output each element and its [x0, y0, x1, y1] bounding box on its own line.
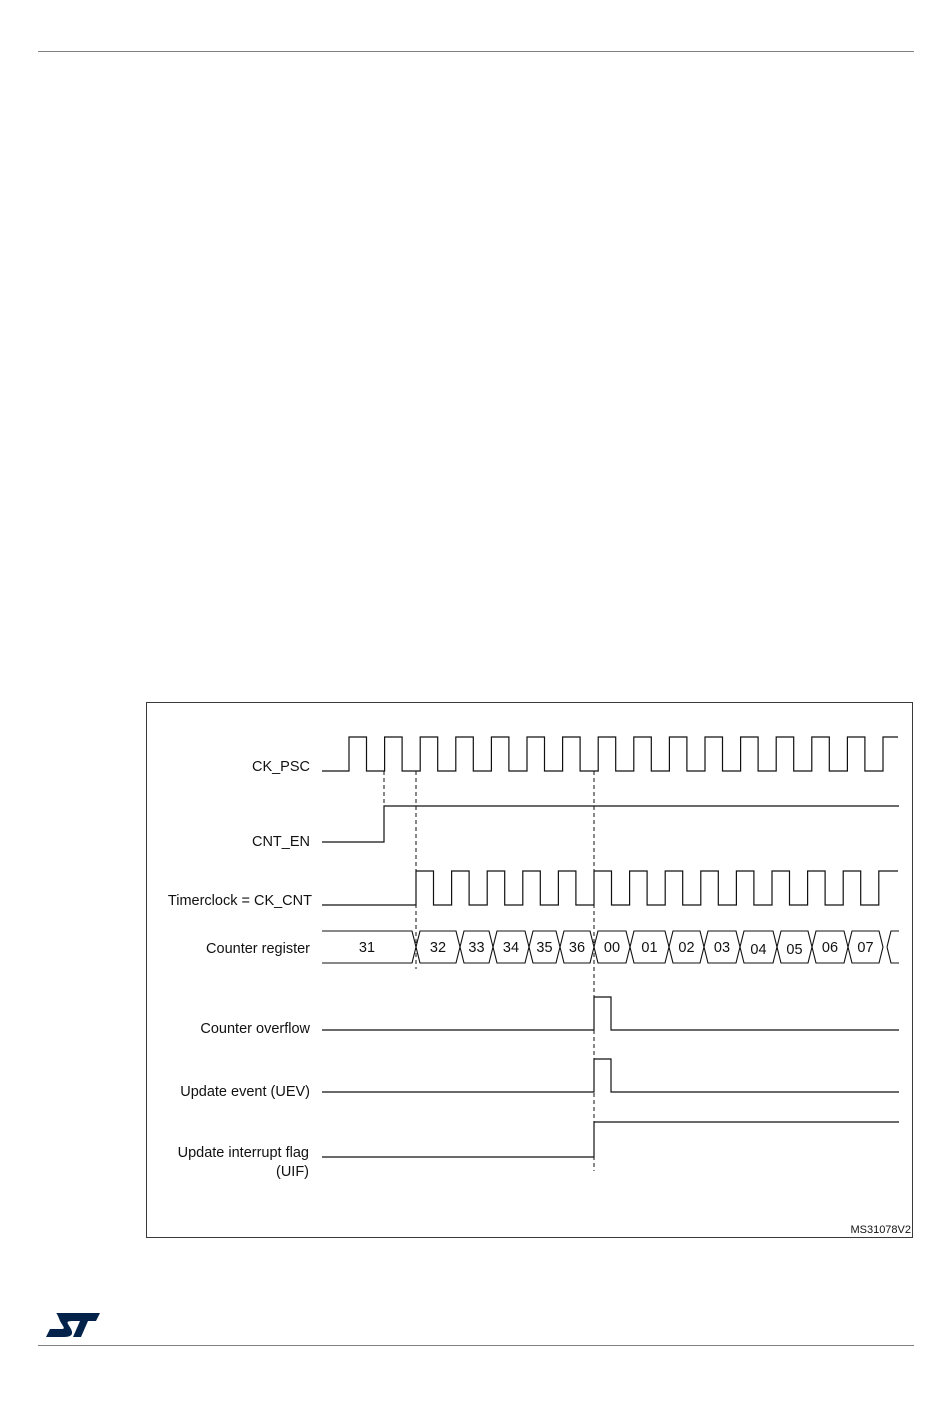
- timing-diagram-frame: [146, 702, 913, 1238]
- ck-psc-waveform: [322, 737, 898, 771]
- counter-value-cell-next: [887, 931, 899, 963]
- counter-register-values: [359, 940, 874, 958]
- timerclock-label: Timerclock = CK_CNT: [167, 893, 312, 909]
- uif-waveform: [322, 1122, 899, 1157]
- counter-overflow-label: Counter overflow: [200, 1021, 310, 1037]
- uif-label-line1: Update interrupt flag: [177, 1145, 309, 1161]
- update-event-label: Update event (UEV): [180, 1084, 310, 1100]
- counter-overflow-waveform: [322, 997, 899, 1030]
- counter-value-label: 03: [713, 940, 731, 956]
- counter-value-label: 05: [786, 942, 803, 958]
- counter-value-label: 06: [821, 940, 839, 956]
- counter-value-label: 04: [750, 942, 767, 958]
- counter-value-label: 33: [468, 940, 485, 956]
- cnt-en-waveform: [322, 806, 899, 842]
- figure-code: MS31078V2: [850, 1224, 911, 1236]
- counter-value-label: 32: [429, 940, 447, 956]
- timerclock-waveform: [322, 871, 898, 905]
- counter-register-label: Counter register: [206, 941, 310, 957]
- counter-value-label: 34: [502, 940, 520, 956]
- timing-diagram: [147, 703, 914, 1239]
- st-logo: [44, 1310, 102, 1340]
- counter-value-label: 02: [678, 940, 695, 956]
- ck-psc-label: CK_PSC: [251, 759, 310, 775]
- counter-value-label: 31: [358, 940, 376, 956]
- counter-value-label: 35: [536, 940, 553, 956]
- st-logo-mark: [46, 1313, 100, 1337]
- header-rule: [38, 51, 914, 52]
- counter-value-label: 36: [568, 940, 586, 956]
- counter-value-label: 01: [641, 940, 658, 956]
- update-event-waveform: [322, 1059, 899, 1092]
- footer-rule: [38, 1345, 914, 1346]
- uif-label-line2: (UIF): [275, 1164, 309, 1180]
- cnt-en-label: CNT_EN: [251, 834, 310, 850]
- counter-value-label: 07: [857, 940, 874, 956]
- counter-value-label: 00: [603, 940, 621, 956]
